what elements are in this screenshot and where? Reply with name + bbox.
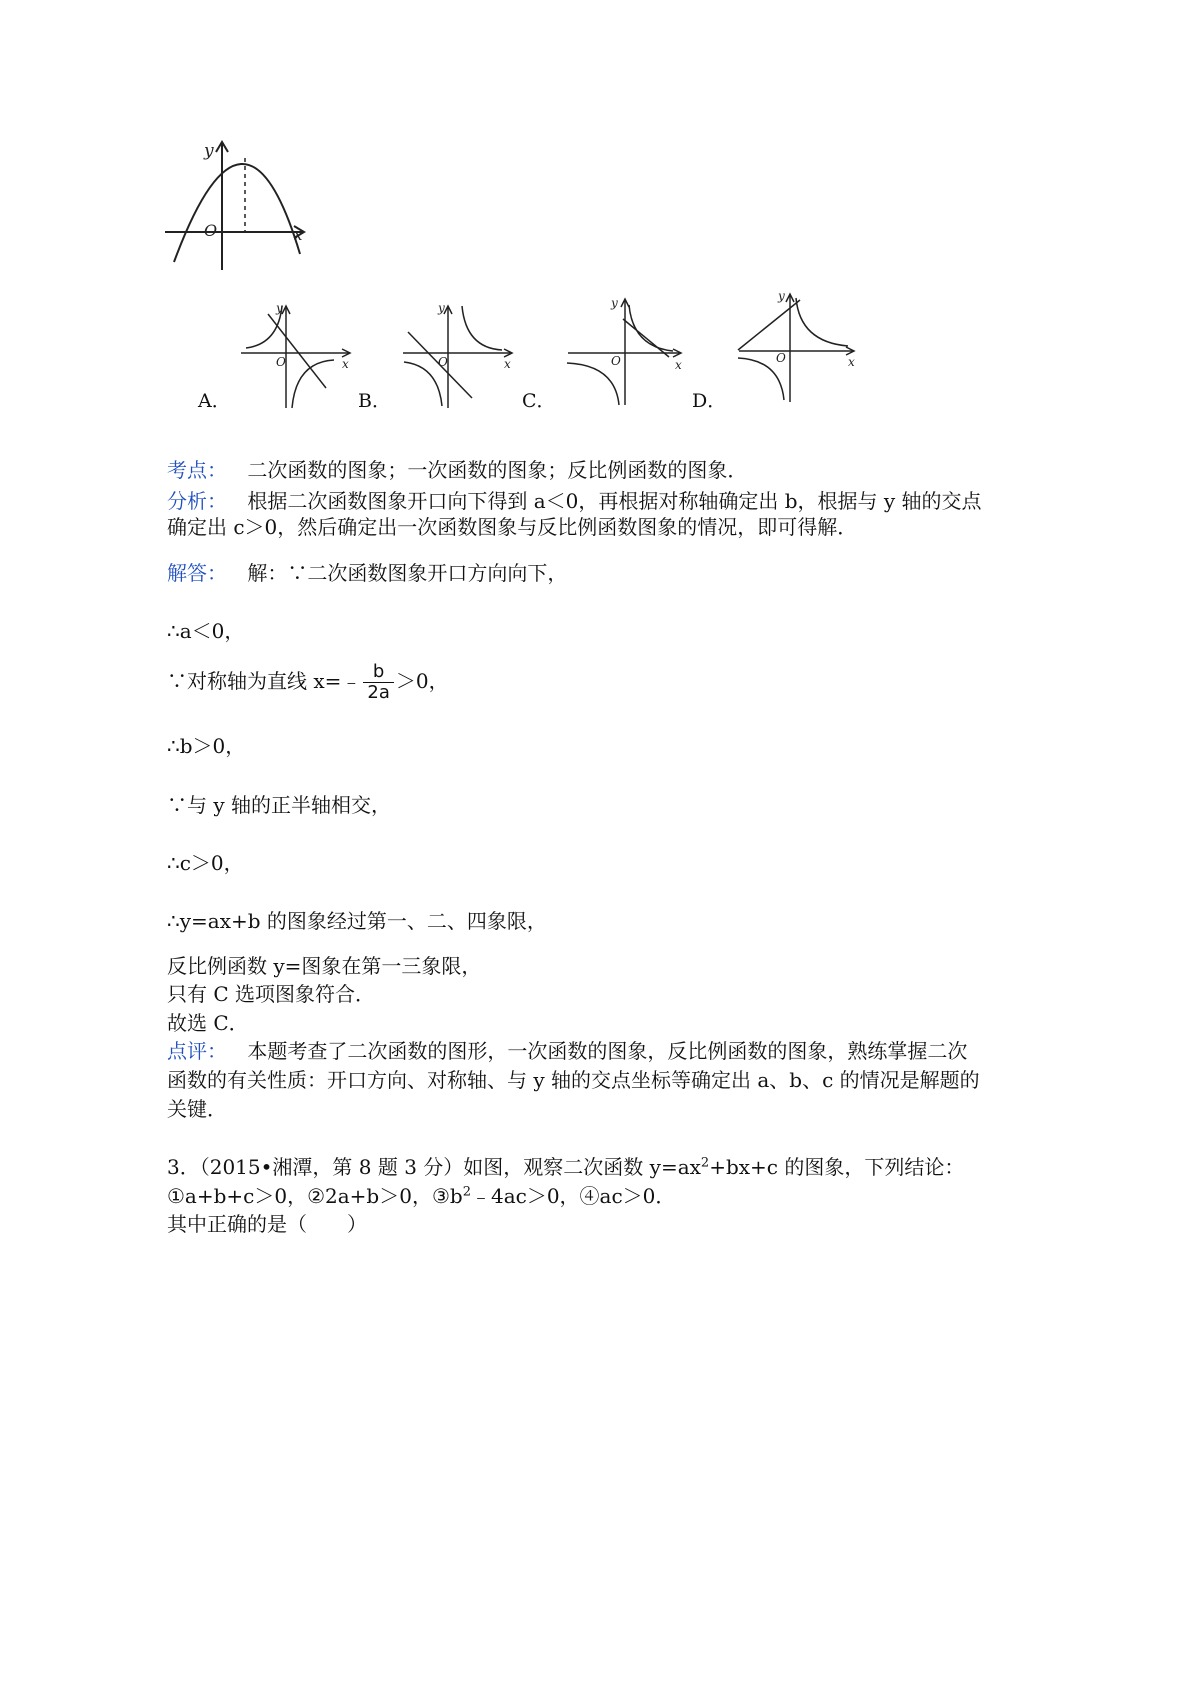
parabola-figure [160, 136, 310, 276]
question-3-line-2 [167, 1183, 675, 1209]
q3-line-2-pre: ①a+b+c＞0，②2a+b＞0，③b [167, 1184, 463, 1208]
jieda-line-5: ∵与 y 轴的正半轴相交， [167, 793, 392, 817]
jieda-line-3-post: ＞0， [395, 669, 449, 693]
jieda-line-8: 反比例函数 y=图象在第一三象限， [167, 954, 482, 978]
jieda-line-2: ∴a＜0， [167, 619, 245, 643]
fraction-b-over-2a [363, 662, 393, 703]
jieda-line-3-pre: ∵对称轴为直线 x=﹣ [167, 669, 362, 693]
jieda-line-7: ∴y=ax+b 的图象经过第一、二、四象限， [167, 909, 547, 933]
y-axis-label: y [204, 141, 214, 161]
kaodian-label: 考点： [167, 458, 227, 482]
jieda-line-1 [167, 560, 567, 586]
jieda-line-6: ∴c＞0， [167, 851, 244, 875]
q3-line-1-sup: 2 [700, 1155, 710, 1171]
option-a-label: A． [198, 390, 231, 412]
jieda-line-3 [167, 662, 449, 703]
option-b-label: B． [358, 390, 391, 412]
fraction-numerator: b [363, 662, 393, 683]
svg-text:O: O [776, 351, 786, 365]
option-c-graph [565, 295, 687, 407]
svg-text:y: y [438, 301, 445, 315]
fenxi-line-2: 确定出 c＞0，然后确定出一次函数图象与反比例函数图象的情况，即可得解． [167, 515, 858, 539]
dianping-text-1: 本题考查了二次函数的图形，一次函数的图象，反比例函数的图象，熟练掌握二次 [247, 1039, 968, 1063]
dianping-line-3: 关键． [167, 1097, 227, 1121]
svg-text:O: O [611, 354, 621, 368]
q3-line-1-post: +bx+c 的图象，下列结论： [709, 1155, 965, 1179]
fenxi-label: 分析： [167, 489, 227, 513]
origin-label: O [204, 221, 218, 240]
option-c-label: C． [522, 390, 556, 412]
svg-text:x: x [848, 355, 855, 369]
svg-text:y: y [778, 289, 785, 303]
q3-line-2-post: ﹣4ac＞0，④ac＞0． [470, 1184, 676, 1208]
option-b-graph [400, 300, 520, 412]
jieda-text-1: 解：∵二次函数图象开口方向向下， [247, 561, 568, 585]
jieda-line-9: 只有 C 选项图象符合． [167, 982, 376, 1006]
svg-text:x: x [342, 357, 349, 371]
fraction-denominator: 2a [367, 682, 390, 703]
question-3-line-3: 其中正确的是（ ） [167, 1212, 367, 1236]
x-axis-label: x [294, 226, 303, 244]
option-a-graph [238, 300, 358, 412]
fenxi-text-1: 根据二次函数图象开口向下得到 a＜0，再根据对称轴确定出 b，根据与 y 轴的交点 [247, 489, 982, 513]
q3-line-1-pre: 3．（2015•湘潭，第 8 题 3 分）如图，观察二次函数 y=ax [167, 1155, 701, 1179]
question-3-line-1 [167, 1154, 964, 1180]
jieda-label: 解答： [167, 561, 227, 585]
option-d-label: D． [692, 390, 727, 412]
fenxi-line-1 [167, 488, 982, 514]
kaodian-line [167, 457, 747, 483]
svg-text:y: y [276, 301, 283, 315]
option-d-graph [736, 288, 860, 404]
jieda-line-10: 故选 C． [167, 1011, 249, 1035]
svg-text:x: x [504, 357, 511, 371]
dianping-line-2: 函数的有关性质：开口方向、对称轴、与 y 轴的交点坐标等确定出 a、b、c 的情况是解题的 [167, 1068, 980, 1092]
q3-line-2-sup: 2 [462, 1184, 471, 1200]
svg-text:x: x [675, 358, 682, 372]
svg-text:O: O [438, 355, 448, 369]
svg-text:y: y [611, 296, 618, 310]
svg-text:O: O [276, 355, 286, 369]
jieda-line-4: ∴b＞0， [167, 734, 246, 758]
dianping-line-1 [167, 1038, 967, 1064]
kaodian-text: 二次函数的图象；一次函数的图象；反比例函数的图象． [247, 458, 748, 482]
dianping-label: 点评： [167, 1039, 227, 1063]
